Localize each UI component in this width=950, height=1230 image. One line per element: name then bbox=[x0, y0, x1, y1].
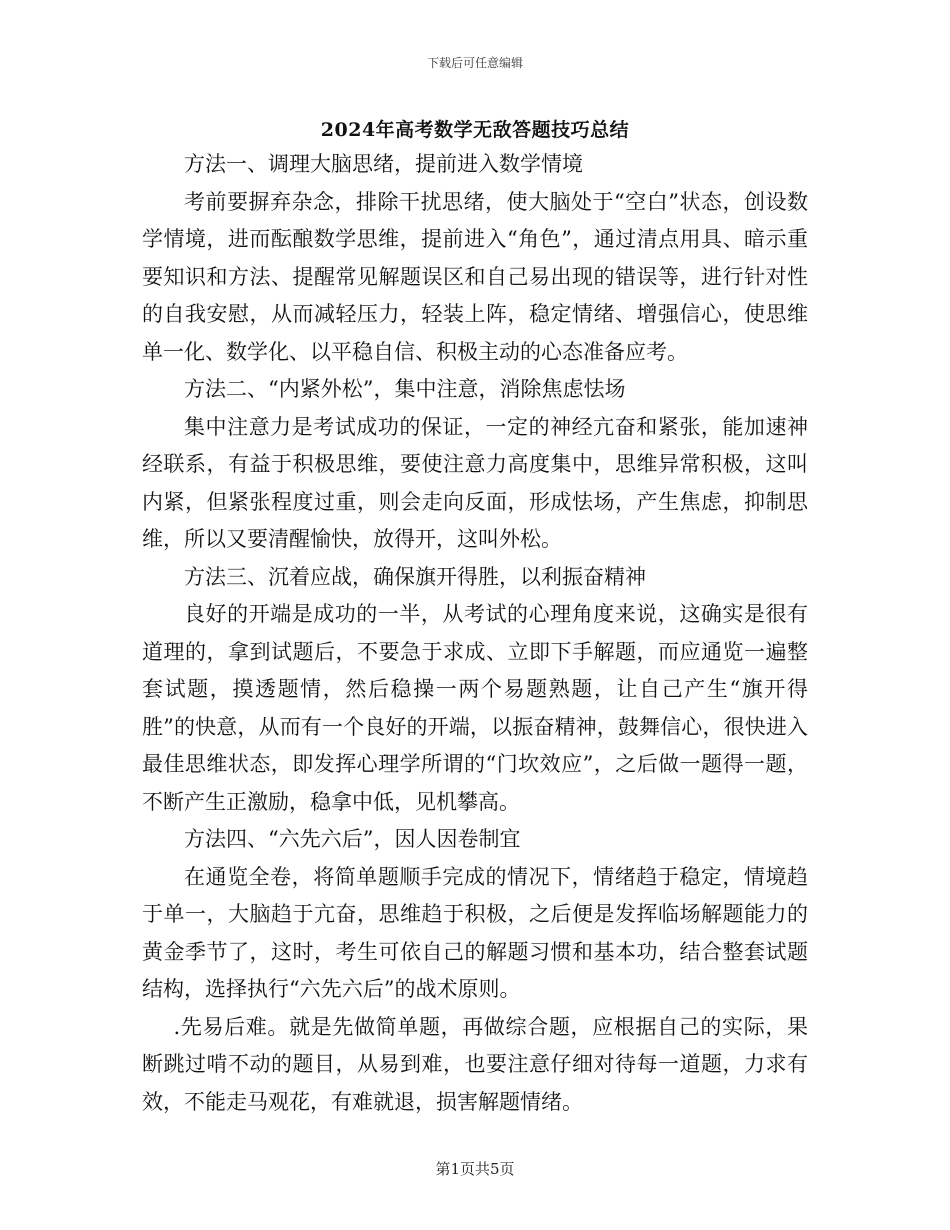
section-heading-4: 方法四、“六先六后”，因人因卷制宜 bbox=[184, 827, 521, 851]
section-heading-2: 方法二、“内紧外松”，集中注意，消除焦虑怯场 bbox=[184, 377, 626, 401]
page-number: 第1页共5页 bbox=[435, 1160, 515, 1178]
paragraph-1: 考前要摒弃杂念，排除干扰思绪，使大脑处于“空白”状态，创设数学情境，进而酝酿数学思维，提前进入“角色”，通过清点用具、暗示重要知识和方法、提醒常见解题误区和自己易出现的错误等，进行针对性的自我安慰，从而减轻压力，轻装上阵，稳定情绪、增强信心，使思维单一化、数学化、以平稳自信、积极主动的心态准备应考。 bbox=[142, 189, 808, 364]
document-title: 2024年高考数学无敌答题技巧总结 bbox=[320, 119, 630, 141]
paragraph-3: 良好的开端是成功的一半，从考试的心理角度来说，这确实是很有道理的，拿到试题后，不要急于求成、立即下手解题，而应通览一遍整套试题，摸透题情，然后稳操一两个易题熟题，让自己产生“旗开得胜”的快意，从而有一个良好的开端，以振奋精神，鼓舞信心，很快进入最佳思维状态，即发挥心理学所谓的“门坎效应”，之后做一题得一题，不断产生正激励，稳拿中低，见机攀高。 bbox=[142, 602, 808, 814]
section-heading-1: 方法一、调理大脑思绪，提前进入数学情境 bbox=[184, 152, 583, 176]
section-heading-3: 方法三、沉着应战，确保旗开得胜，以利振奋精神 bbox=[184, 564, 646, 589]
header-note: 下载后可任意编辑 bbox=[426, 56, 523, 70]
paragraph-2: 集中注意力是考试成功的保证，一定的神经亢奋和紧张，能加速神经联系，有益于积极思维，要使注意力高度集中，思维异常积极，这叫内紧，但紧张程度过重，则会走向反面，形成怯场，产生焦虑，抑制思维，所以又要清醒愉快，放得开，这叫外松。 bbox=[142, 414, 808, 551]
paragraph-5: .先易后难。就是先做简单题，再做综合题，应根据自己的实际，果断跳过啃不动的题目，从易到难，也要注意仔细对待每一道题，力求有效，不能走马观花，有难就退，损害解题情绪。 bbox=[142, 1014, 808, 1114]
paragraph-4: 在通览全卷，将简单题顺手完成的情况下，情绪趋于稳定，情境趋于单一，大脑趋于亢奋，思维趋于积极，之后便是发挥临场解题能力的黄金季节了，这时，考生可依自己的解题习惯和基本功，结合整套试题结构，选择执行“六先六后”的战术原则。 bbox=[142, 864, 808, 1001]
document-body bbox=[142, 146, 808, 1121]
